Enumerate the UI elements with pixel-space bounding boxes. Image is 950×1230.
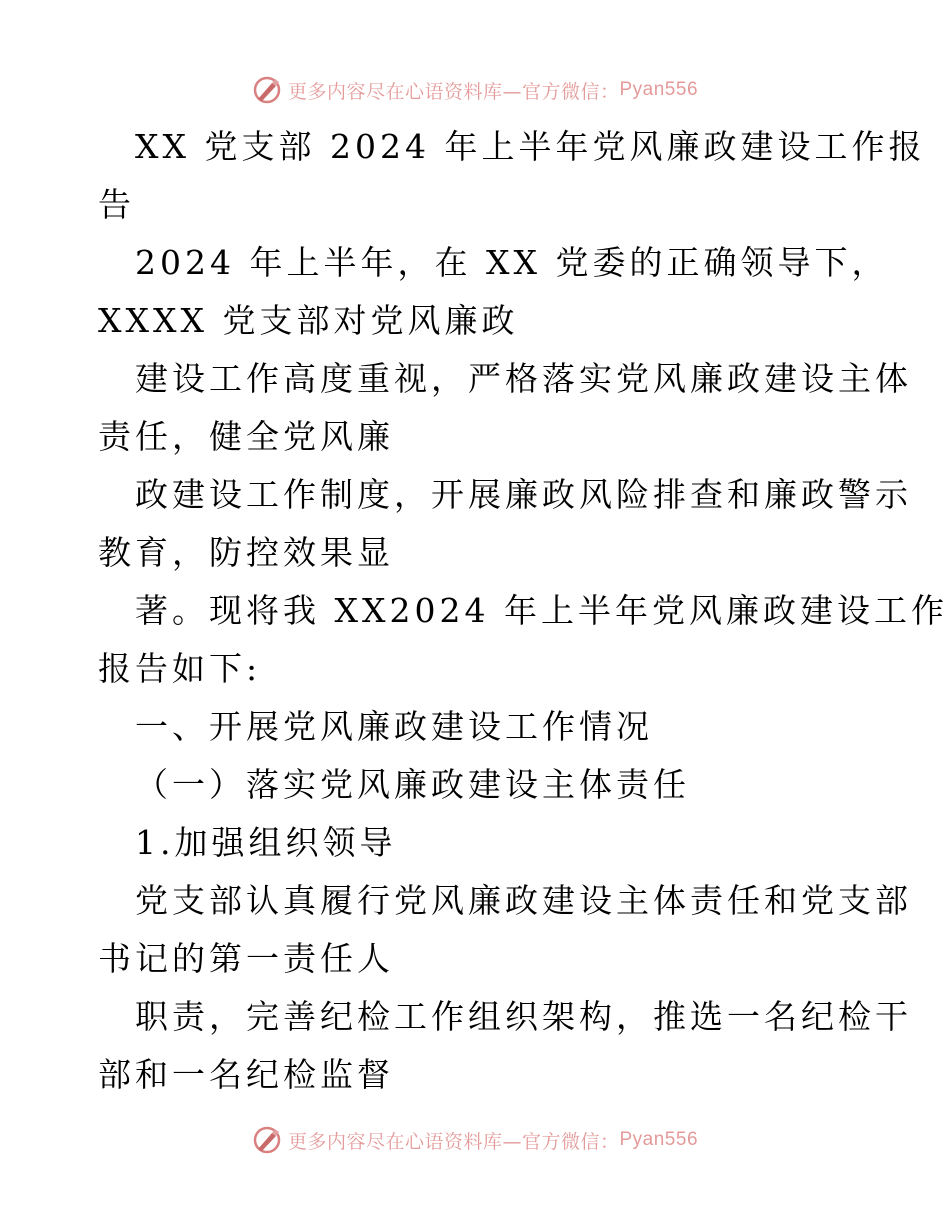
footer-watermark [0, 1120, 950, 1160]
paragraph-line: 著。现将我 XX2024 年上半年党风廉政建设工作 [135, 591, 948, 630]
watermark-handle: Pyan556 [619, 1129, 699, 1150]
subsection-heading: （一）落实党风廉政建设主体责任 [135, 765, 690, 804]
pen-logo-icon [252, 75, 282, 105]
document-title: XX 党支部 2024 年上半年党风廉政建设工作报 [135, 127, 926, 166]
paragraph-line: 职责，完善纪检工作组织架构，推选一名纪检干 [135, 997, 912, 1036]
paragraph-line: 部和一名纪检监督 [98, 1055, 394, 1094]
document-title-continued: 告 [98, 185, 135, 224]
section-heading: 一、开展党风廉政建设工作情况 [135, 707, 653, 746]
watermark-handle: Pyan556 [619, 79, 699, 100]
paragraph-line: XXXX 党支部对党风廉政 [98, 301, 519, 340]
watermark-text: 更多内容尽在心语资料库—官方微信： [287, 1130, 620, 1153]
paragraph-line: 报告如下: [98, 649, 262, 688]
watermark-text: 更多内容尽在心语资料库—官方微信： [287, 80, 620, 103]
paragraph-line: 教育，防控效果显 [98, 533, 394, 572]
pen-logo-icon [252, 1125, 282, 1155]
paragraph-line: 政建设工作制度，开展廉政风险排查和廉政警示 [135, 475, 912, 514]
header-watermark [0, 70, 950, 110]
paragraph-line: 书记的第一责任人 [98, 939, 394, 978]
paragraph-line: 党支部认真履行党风廉政建设主体责任和党支部 [135, 881, 912, 920]
document-body [98, 118, 948, 1104]
paragraph-line: 责任，健全党风廉 [98, 417, 394, 456]
paragraph-line: 建设工作高度重视，严格落实党风廉政建设主体 [135, 359, 912, 398]
paragraph-line: 2024 年上半年，在 XX 党委的正确领导下， [135, 243, 889, 282]
item-heading: 1.加强组织领导 [135, 823, 397, 862]
